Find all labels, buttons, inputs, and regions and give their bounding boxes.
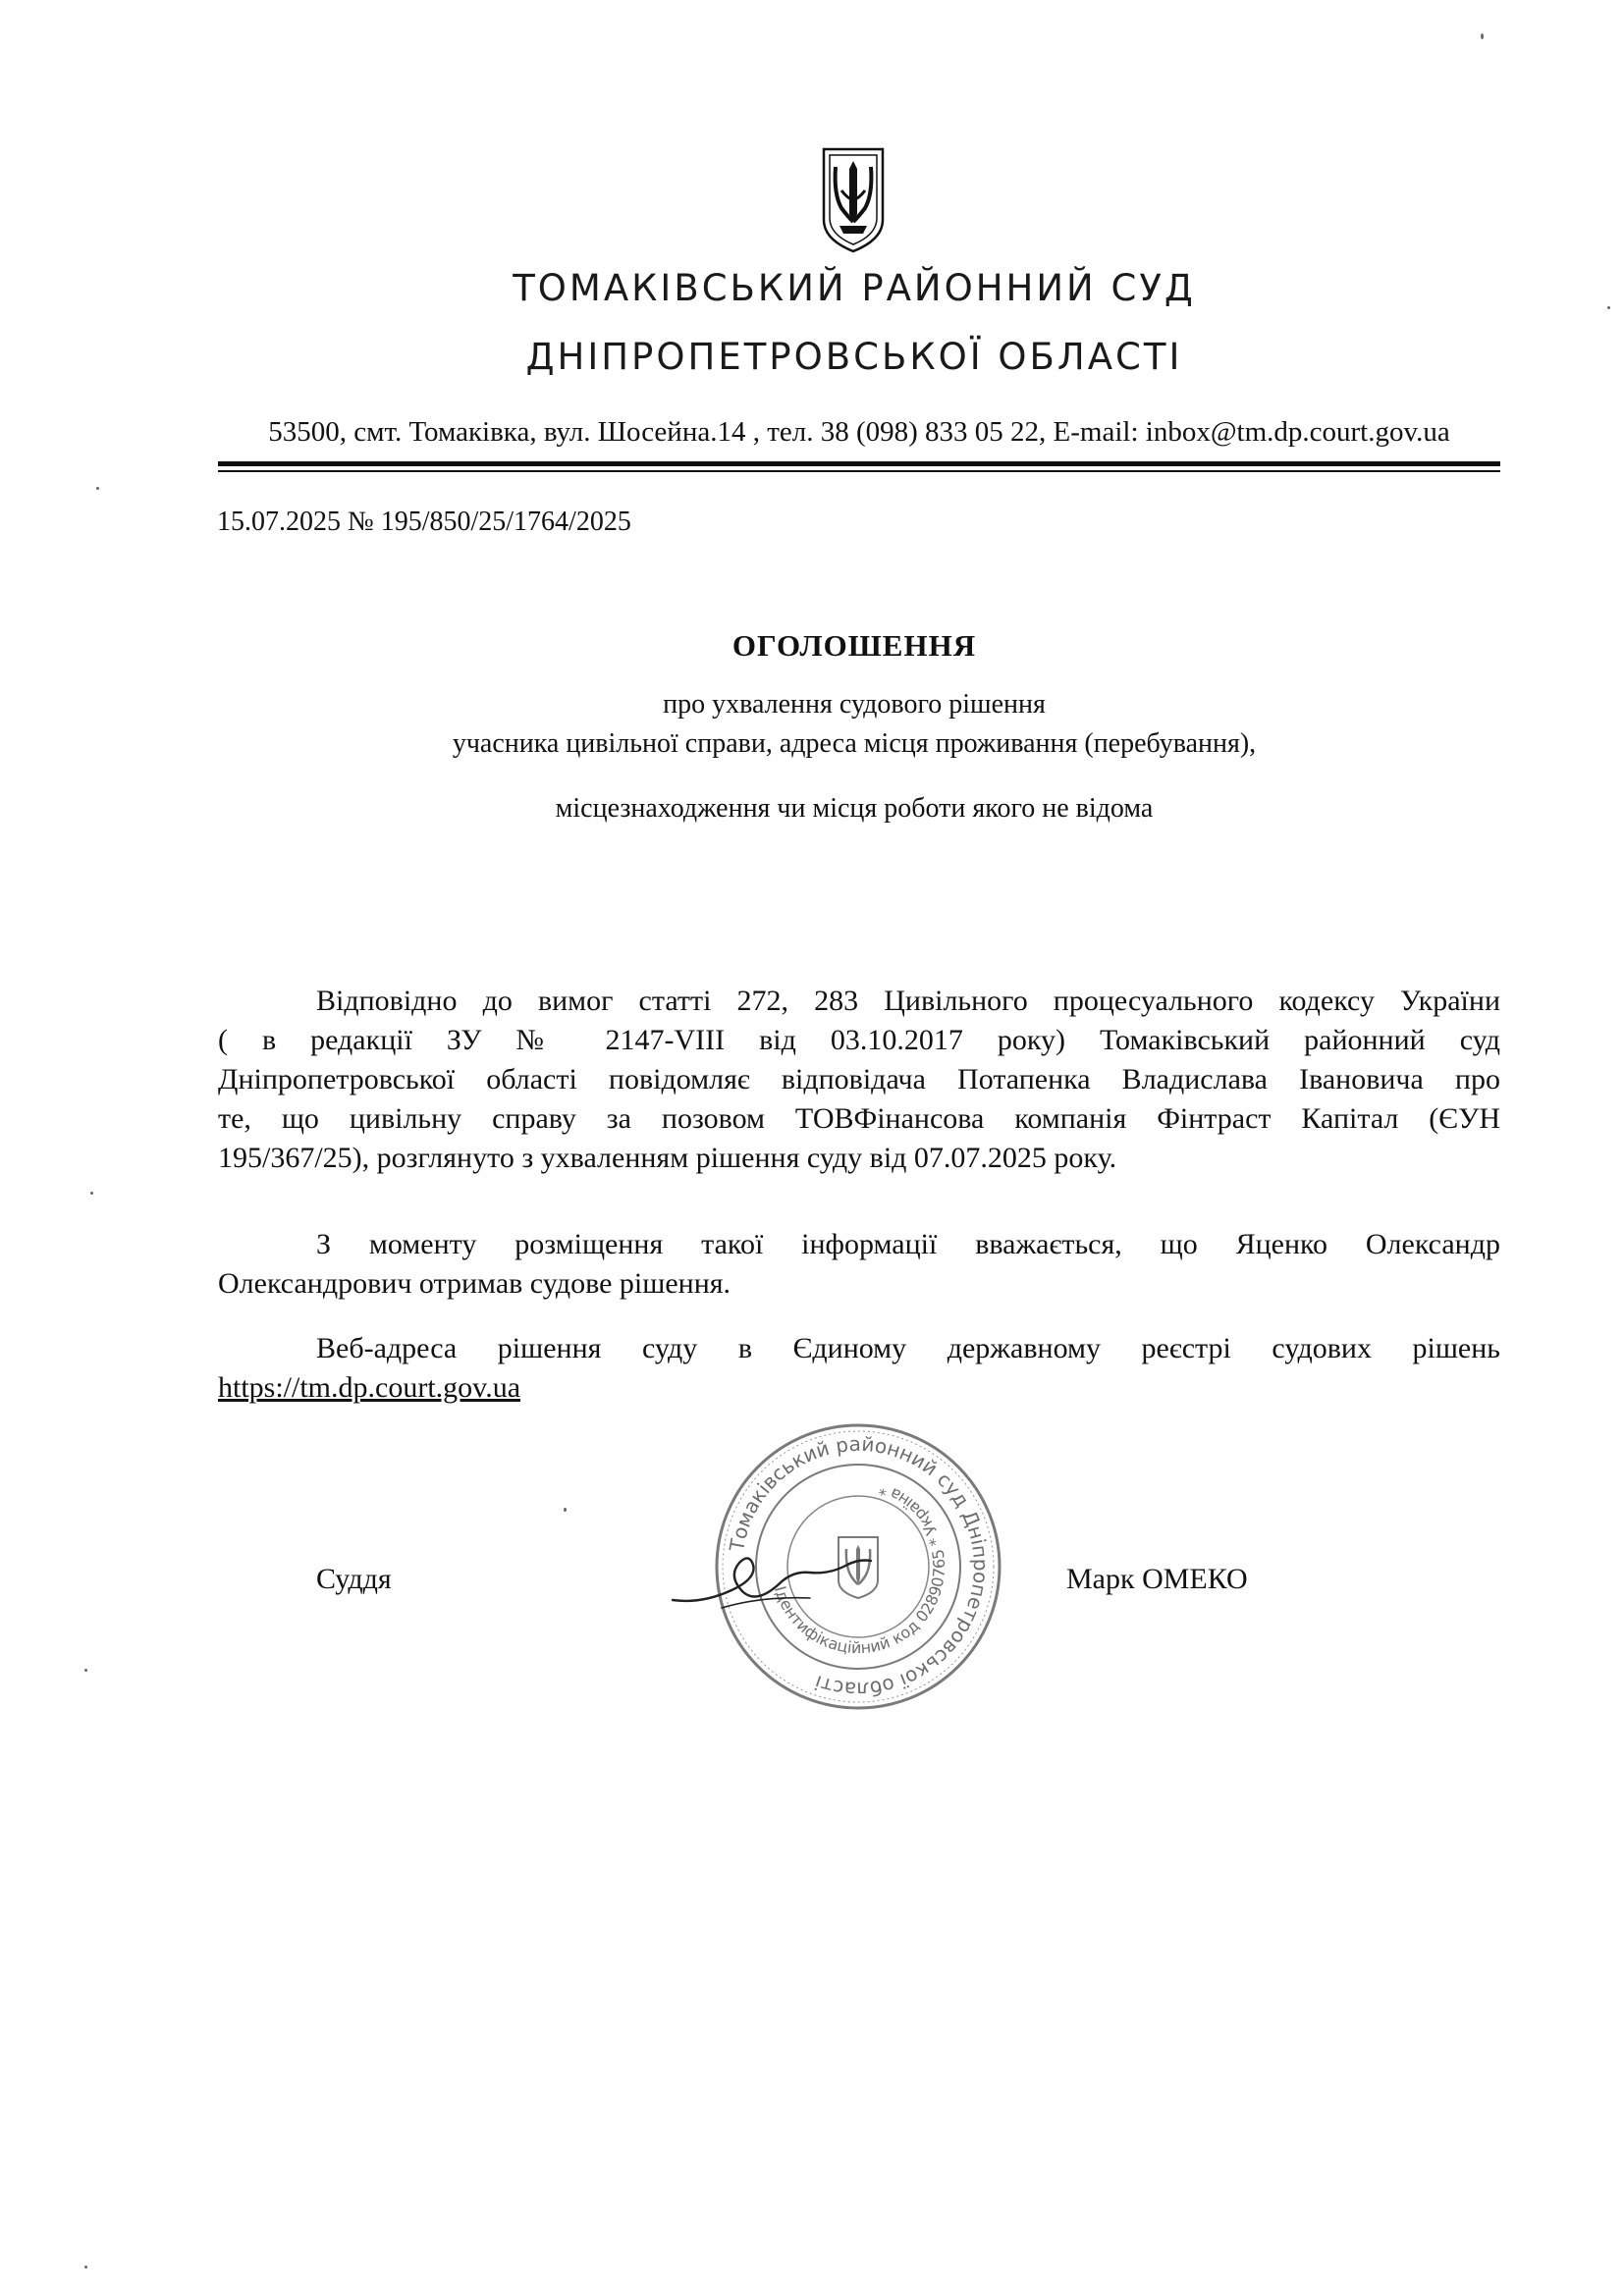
scan-speck <box>96 487 99 490</box>
scan-speck <box>90 1192 93 1195</box>
scan-speck <box>84 1669 87 1672</box>
trident-coat-of-arms-icon <box>820 145 887 255</box>
paragraph-line: ( в редакції ЗУ № 2147-VIII від 03.10.2017 року) Томаківський районний суд <box>218 1024 1500 1056</box>
paragraph-line: те, що цивільну справу за позовом ТОВФінансова компанія Фінтраст Капітал (ЄУН <box>218 1102 1500 1135</box>
paragraph-line: Олександрович отримав судове рішення. <box>218 1267 731 1300</box>
paragraph-line: 195/367/25), розглянуто з ухваленням рішення суду від 07.07.2025 року. <box>218 1142 1117 1174</box>
notice-subtitle-line2: учасника цивільної справи, адреса місця проживання (перебування), <box>452 728 1257 759</box>
scan-speck <box>564 1508 567 1512</box>
outgoing-reference: 15.07.2025 № 195/850/25/1764/2025 <box>217 507 631 537</box>
body-paragraph-3 <box>218 1329 1500 1408</box>
paragraph-line: З моменту розміщення такої інформації вважається, що Яценко Олександр <box>316 1228 1500 1260</box>
paragraph-line: Відповідно до вимог статті 272, 283 Цивільного процесуального кодексу України <box>316 985 1500 1017</box>
seal-outer-textpath: Томаківський районний суд Дніпропетровської області <box>725 1431 994 1702</box>
scan-speck <box>1607 306 1610 309</box>
notice-subtitle-line3: місцезнаходження чи місця роботи якого не відома <box>555 793 1154 824</box>
court-name-line2: ДНІПРОПЕТРОВСЬКОЇ ОБЛАСТІ <box>525 336 1183 378</box>
scan-speck <box>1481 33 1484 39</box>
judge-signature <box>663 1539 879 1628</box>
notice-title: ОГОЛОШЕННЯ <box>731 628 977 663</box>
paragraph-line <box>218 1368 1500 1408</box>
judge-name: Марк ОМЕКО <box>1066 1563 1248 1595</box>
scan-speck <box>84 2266 87 2269</box>
header-rule-thick <box>218 461 1500 466</box>
header-rule-thin <box>218 470 1500 472</box>
court-address: 53500, смт. Томаківка, вул. Шосейна.14 , тел. 38 (098) 833 05 22, E-mail: inbox@tm.dp.court.gov.ua <box>268 416 1450 448</box>
notice-subtitle-line1: про ухвалення судового рішення <box>663 689 1046 720</box>
body-paragraph-2 <box>218 1225 1500 1304</box>
seal-inner-textpath: Ідентифікаційний код 02890765 * Україна * <box>770 1479 949 1658</box>
body-paragraph-1 <box>218 982 1500 1178</box>
court-name-line1: ТОМАКІВСЬКИЙ РАЙОННИЙ СУД <box>513 267 1196 309</box>
registry-url-link[interactable]: https://tm.dp.court.gov.ua <box>218 1371 521 1404</box>
judge-label: Суддя <box>316 1563 392 1595</box>
paragraph-line: Веб-адреса рішення суду в Єдиному державному реєстрі судових рішень <box>316 1332 1500 1364</box>
paragraph-line: Дніпропетровської області повідомляє відповідача Потапенка Владислава Івановича про <box>218 1063 1500 1095</box>
